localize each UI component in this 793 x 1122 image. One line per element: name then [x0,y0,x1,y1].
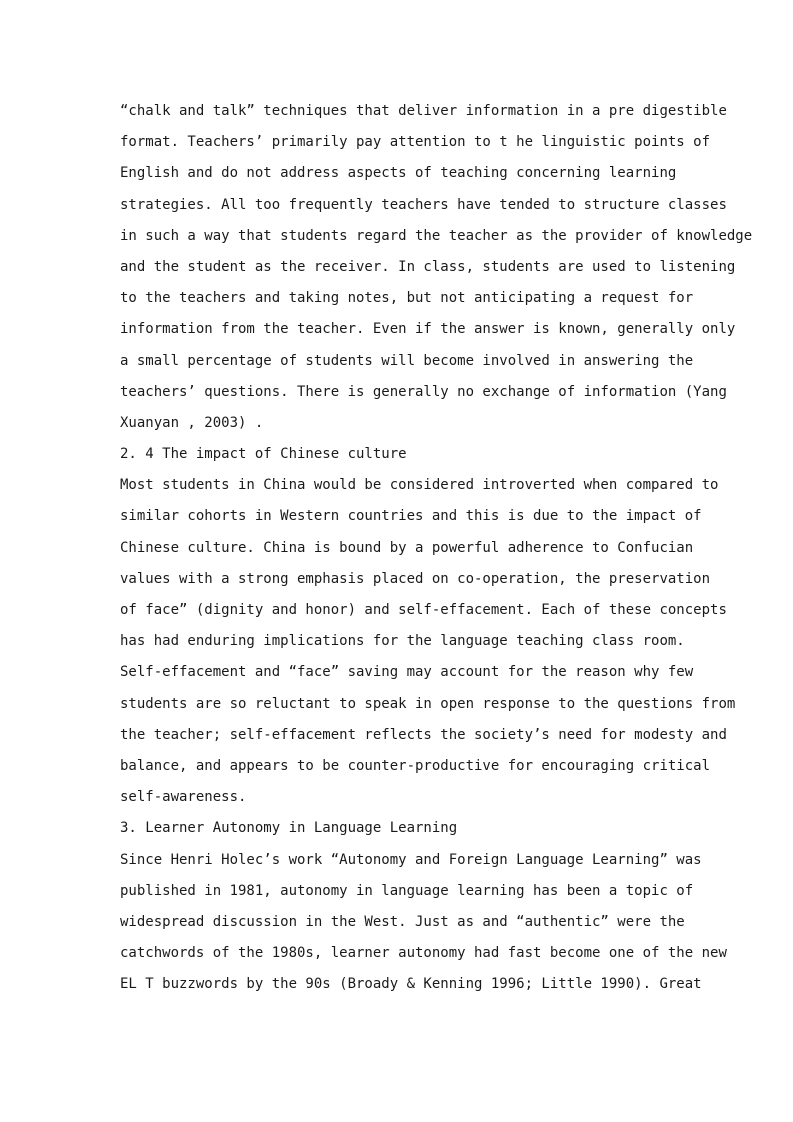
text-line: published in 1981, autonomy in language learning has been a topic of [120,882,694,899]
text-line: 3. Learner Autonomy in Language Learning [120,820,458,837]
text-line: Xuanyan , 2003) . [120,414,264,431]
text-line: information from the teacher. Even if the answer is known, generally only [120,321,736,338]
body-text [120,96,753,1000]
text-line: similar cohorts in Western countries and this is due to the impact of [120,508,702,525]
text-line: a small percentage of students will become involved in answering the [120,352,694,369]
text-line: EL T buzzwords by the 90s (Broady & Kenning 1996; Little 1990). Great [120,976,702,993]
text-line: self-awareness. [120,789,247,806]
text-line: 2. 4 The impact of Chinese culture [120,446,407,463]
text-line: widespread discussion in the West. Just as and “authentic” were the [120,913,685,930]
text-line: catchwords of the 1980s, learner autonomy had fast become one of the new [120,945,727,962]
text-line: English and do not address aspects of teaching concerning learning [120,165,677,182]
text-line: strategies. All too frequently teachers have tended to structure classes [120,196,727,213]
text-line: teachers’ questions. There is generally no exchange of information (Yang [120,383,727,400]
text-line: has had enduring implications for the language teaching class room. [120,633,685,650]
text-line: format. Teachers’ primarily pay attention to t he linguistic points of [120,134,711,151]
text-line: values with a strong emphasis placed on co-operation, the preservation [120,570,711,587]
text-line: of face” (dignity and honor) and self-effacement. Each of these concepts [120,602,727,618]
text-line: to the teachers and taking notes, but not anticipating a request for [120,290,694,307]
text-line: Self-effacement and “face” saving may account for the reason why few [120,664,694,681]
text-line: and the student as the receiver. In class, students are used to listening [120,258,736,275]
text-line: Most students in China would be considered introverted when compared to [120,477,719,494]
text-line: Since Henri Holec’s work “Autonomy and Foreign Language Learning” was [120,851,702,868]
text-line: Chinese culture. China is bound by a powerful adherence to Confucian [120,539,694,556]
text-line: the teacher; self-effacement reflects the society’s need for modesty and [120,726,727,743]
text-line: balance, and appears to be counter-productive for encouraging critical [120,757,711,774]
text-line: in such a way that students regard the teacher as the provider of knowledge [120,227,753,244]
text-line: students are so reluctant to speak in open response to the questions from [120,695,736,712]
text-line: “chalk and talk” techniques that deliver information in a pre digestible [120,103,727,119]
